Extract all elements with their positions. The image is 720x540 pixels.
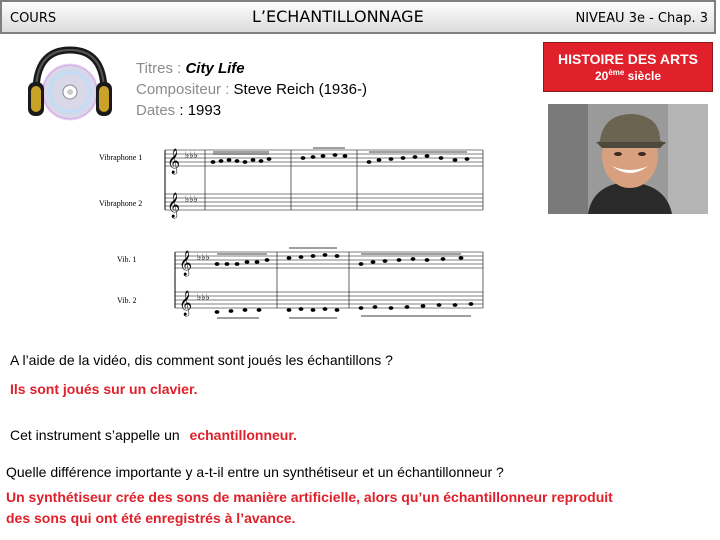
svg-text:𝄞: 𝄞 — [167, 149, 181, 174]
svg-text:𝄞: 𝄞 — [179, 251, 193, 276]
svg-text:♭♭♭: ♭♭♭ — [197, 293, 210, 303]
headphones-cd-icon — [26, 42, 114, 128]
question-3: Quelle différence importante y a-t-il entre un synthétiseur et un échantillonneur ? — [6, 464, 504, 480]
composer-value: Steve Reich (1936-) — [233, 81, 367, 98]
score-label-vib1: Vib. 1 — [117, 255, 137, 264]
answer-2: echantillonneur. — [189, 427, 297, 443]
question-1: A l’aide de la vidéo, dis comment sont joués les échantillons ? — [10, 352, 393, 368]
answer-1: Ils sont joués sur un clavier. — [10, 381, 198, 397]
music-score — [95, 140, 495, 325]
svg-text:𝄞: 𝄞 — [167, 193, 181, 218]
badge-century-sup: ème — [608, 68, 625, 77]
badge-line1: HISTOIRE DES ARTS — [557, 51, 699, 67]
question-2-text: Cet instrument s’appelle un — [10, 427, 180, 443]
question-2 — [10, 427, 297, 443]
header-bar — [0, 0, 716, 34]
page-title: L’ECHANTILLONNAGE — [252, 7, 424, 26]
badge-line2 — [544, 68, 712, 83]
score-label-vibraphone2: Vibraphone 2 — [99, 199, 143, 208]
answer-3-line2: des sons qui ont été enregistrés à l’avance. — [6, 510, 296, 526]
title-row — [136, 58, 367, 79]
title-value: City Life — [185, 60, 245, 77]
score-label-vibraphone1: Vibraphone 1 — [99, 153, 143, 162]
svg-text:♭♭♭: ♭♭♭ — [185, 195, 198, 205]
composer-row — [136, 79, 367, 100]
date-value: : 1993 — [175, 102, 222, 119]
art-history-badge — [543, 42, 713, 92]
work-info — [136, 58, 367, 121]
header-course-label: COURS — [10, 11, 57, 26]
answer-3-line1: Un synthétiseur crée des sons de manière artificielle, alors qu’un échantillonneur reproduit — [6, 489, 613, 505]
score-label-vib2: Vib. 2 — [117, 296, 137, 305]
badge-century-number: 20 — [594, 69, 609, 83]
date-row — [136, 100, 367, 121]
title-label: Titres : — [136, 60, 186, 77]
svg-text:♭♭♭: ♭♭♭ — [197, 253, 210, 263]
composer-label: Compositeur : — [136, 81, 234, 98]
header-level-label: NIVEAU 3e - Chap. 3 — [575, 11, 708, 26]
date-label: Dates — [136, 102, 176, 119]
svg-text:♭♭♭: ♭♭♭ — [185, 151, 198, 161]
svg-text:𝄞: 𝄞 — [179, 291, 193, 316]
composer-portrait — [548, 104, 708, 214]
badge-century-rest: siècle — [624, 69, 662, 83]
